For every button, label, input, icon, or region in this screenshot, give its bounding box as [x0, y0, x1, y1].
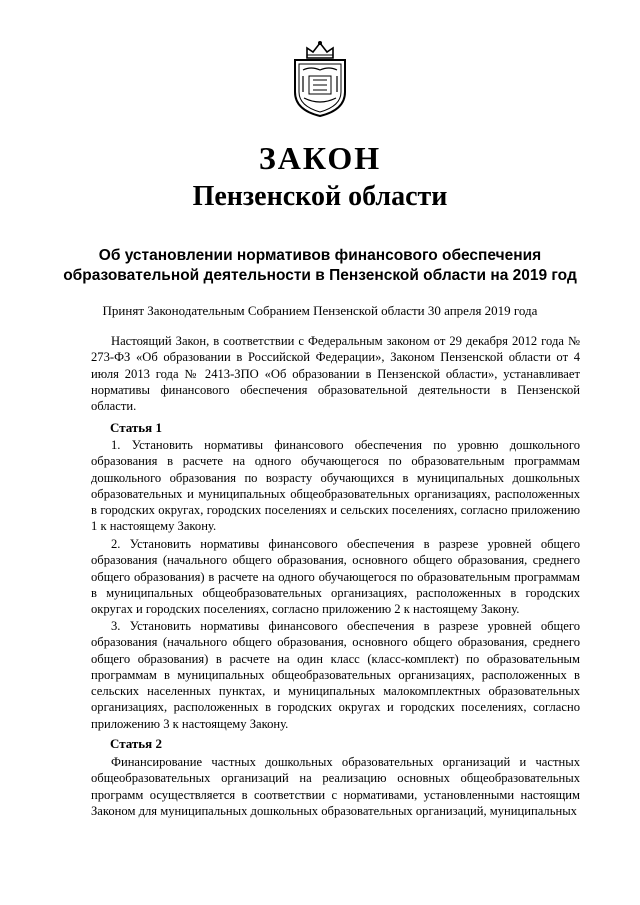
- article-2-paragraph: Финансирование частных дошкольных образовательных организаций и частных общеобразовательных организаций на реализацию основных общеобразовательных программ осуществляется в соответствии с нормативами, установленными настоящим Законом для муниципальных дошкольных образовательных организаций, муниципальных: [91, 755, 580, 818]
- article-1-item-2: 2. Установить нормативы финансового обеспечения в разрезе уровней общего образования (начального общего образования, основного общего образования, среднего общего образования) в расчете на одного обучающегося по образовательным программам в муниципальных общеобразовательных организациях, расположенных в городских округах и городских поселениях, согласно приложению 2 к настоящему Закону.: [91, 537, 580, 617]
- region-title: Пензенской области: [192, 181, 448, 212]
- coat-of-arms-icon: [289, 40, 351, 118]
- article-1-heading: Статья 1: [110, 420, 162, 435]
- law-subject: Об установлении нормативов финансового обеспечения образовательной деятельности в Пензенской области на 2019 год: [63, 247, 577, 284]
- preamble-paragraph: Настоящий Закон, в соответствии с Федеральным законом от 29 декабря 2012 года № 273-ФЗ «Об образовании в Российской Федерации», Законом Пензенской области от 4 июля 2013 года № 2413-ЗПО «Об образовании в Пензенской области», устанавливает нормативы финансового обеспечения образовательной деятельности в Пензенской области.: [91, 334, 580, 414]
- article-1-item-1: 1. Установить нормативы финансового обеспечения по уровню дошкольного образования в расчете на одного обучающегося по образовательным программам дошкольного образования по возрасту обучающихся в муниципальных дошкольных образовательных и муниципальных общеобразовательных организациях, расположенных в городских округах, городских поселениях и сельских поселениях, согласно приложению 1 к настоящему Закону.: [91, 438, 580, 534]
- adoption-line: Принят Законодательным Собранием Пензенской области 30 апреля 2019 года: [102, 303, 538, 318]
- article-1-item-3: 3. Установить нормативы финансового обеспечения в разрезе уровней общего образования (начального общего образования, основного общего образования, среднего общего образования) в расчете на один класс (класс-комплект) по образовательным программам в муниципальных общеобразовательных организациях, расположенных в сельских населенных пунктах, и муниципальных малокомплектных образовательных организациях, расположенных в городских округах и городских поселениях, согласно приложению 3 к настоящему Закону.: [91, 619, 580, 731]
- article-2-heading: Статья 2: [110, 736, 162, 751]
- law-title: ЗАКОН: [258, 140, 382, 176]
